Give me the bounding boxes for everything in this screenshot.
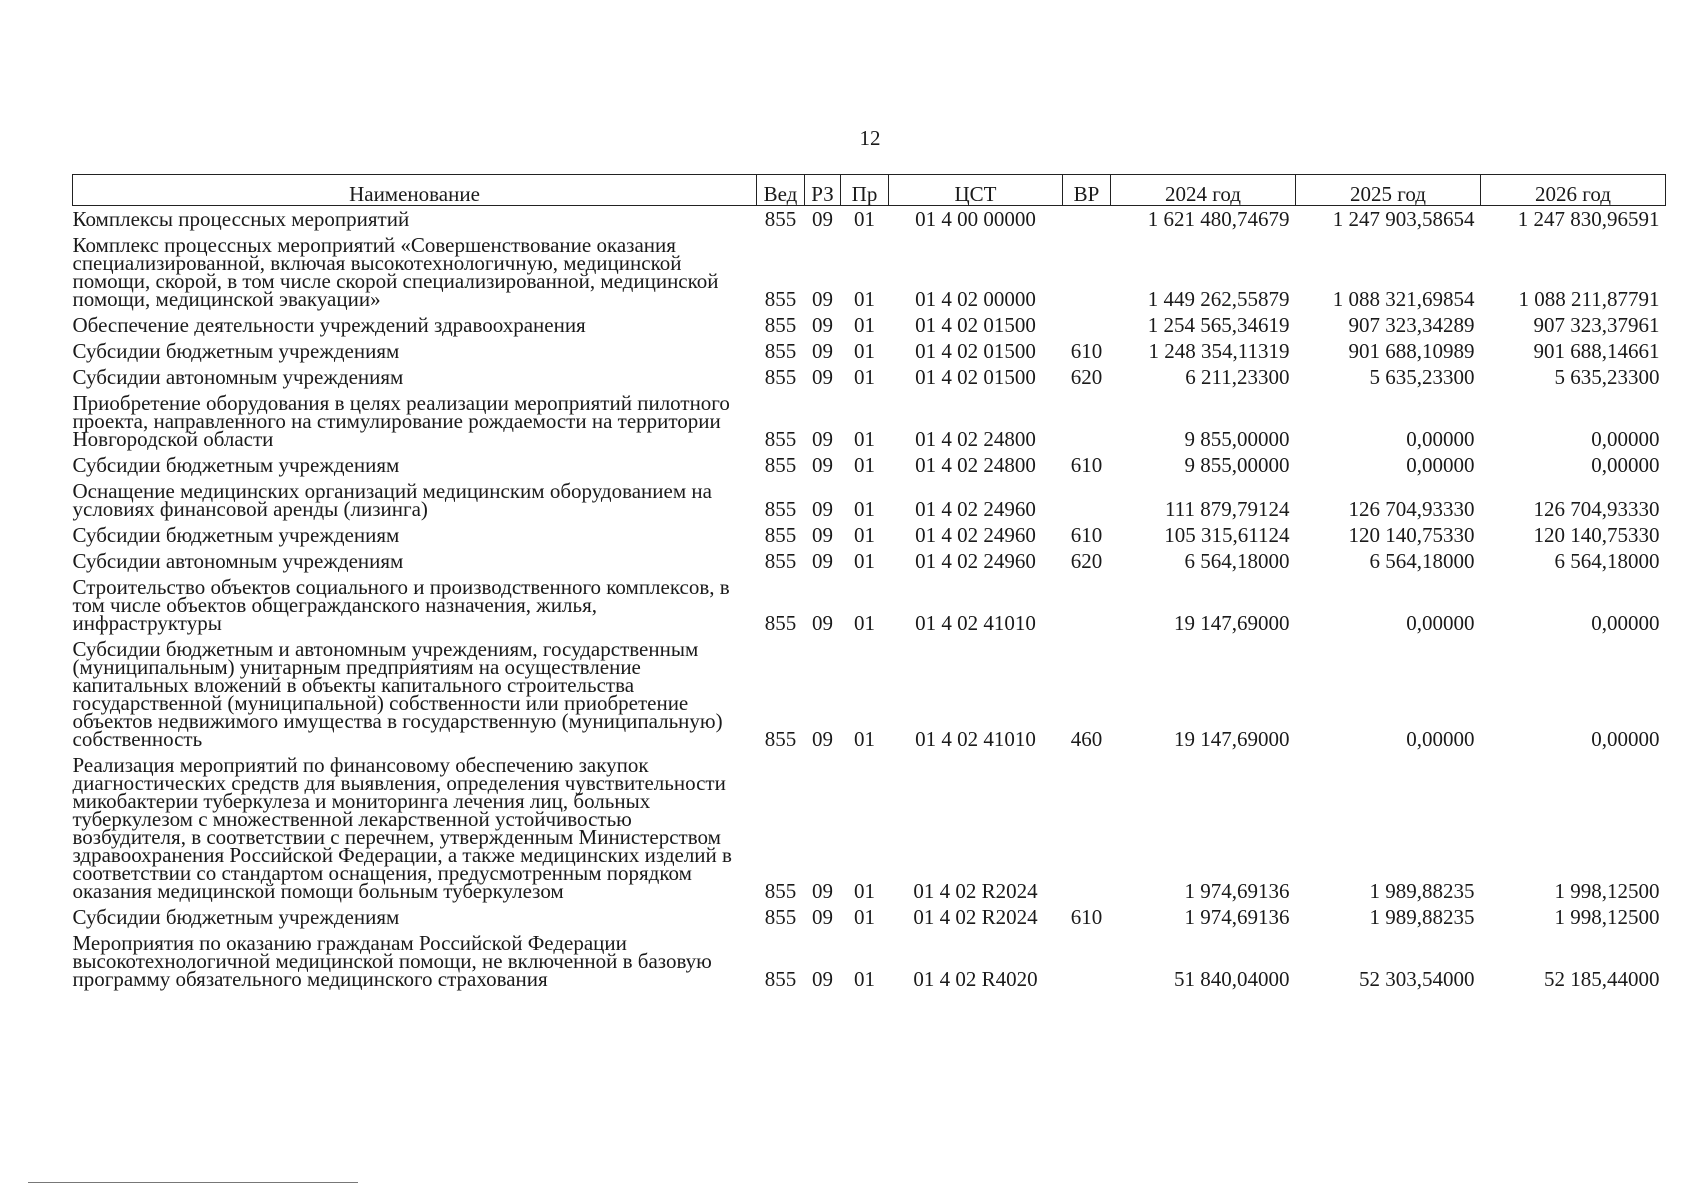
- row-ved: 855: [764, 207, 797, 231]
- row-amount-2025: 52 303,54000: [1359, 967, 1475, 991]
- header-name: Наименование: [73, 175, 757, 206]
- row-name: Реализация мероприятий по финансовому обеспечению закупок диагностических средств для выявления, определения чувствительности микобактерии туберкулеза и мониторинга лечения лиц, больных туберкулезом с множественной лекарственной устойчивостью возбудителя, в соответствии с перечнем, утвержденным Министерством здравоохранения Российской Федерации, а также медицинских изделий в соответствии со стандартом оснащения, предусмотренным порядком оказания медицинской помощи больным туберкулезом: [72, 753, 732, 903]
- row-vr: [1063, 206, 1111, 233]
- header-ved: Вед: [757, 175, 805, 206]
- row-cst: 01 4 02 01500: [915, 339, 1036, 363]
- table-row: [73, 206, 1666, 233]
- row-amount-2024: 9 855,00000: [1184, 453, 1290, 477]
- row-amount-2026: 1 998,12500: [1554, 879, 1660, 903]
- row-pr: 01: [854, 879, 875, 903]
- row-rz: 09: [812, 427, 833, 451]
- row-ved: 855: [764, 287, 797, 311]
- row-amount-2025: 126 704,93330: [1348, 497, 1475, 521]
- row-amount-2025: 1 989,88235: [1369, 879, 1475, 903]
- row-amount-2026: 0,00000: [1591, 453, 1660, 477]
- row-vr: [1063, 390, 1111, 452]
- row-vr: 610: [1070, 523, 1103, 547]
- row-amount-2026: 1 088 211,87791: [1518, 287, 1660, 311]
- table-row: [73, 904, 1666, 930]
- row-amount-2024: 6 211,23300: [1185, 365, 1290, 389]
- row-amount-2026: 120 140,75330: [1533, 523, 1660, 547]
- row-name: Приобретение оборудования в целях реализации мероприятий пилотного проекта, направленного на стимулирование рождаемости на территории Новгородской области: [72, 391, 730, 451]
- table-row: [73, 452, 1666, 478]
- row-rz: 09: [812, 207, 833, 231]
- row-vr: [1063, 752, 1111, 904]
- row-name: Строительство объектов социального и производственного комплексов, в том числе объектов общегражданского назначения, жилья, инфраструктуры: [72, 575, 730, 635]
- row-vr: 460: [1070, 727, 1103, 751]
- row-name: Комплекс процессных мероприятий «Совершенствование оказания специализированной, включая высокотехнологичную, медицинской помощи, скорой, в том числе скорой специализированной, медицинской помощи, медицинской эвакуации»: [72, 233, 719, 311]
- header-2025: 2025 год: [1296, 175, 1481, 206]
- row-amount-2025: 0,00000: [1406, 427, 1475, 451]
- row-amount-2025: 120 140,75330: [1348, 523, 1475, 547]
- row-cst: 01 4 02 R2024: [913, 905, 1038, 929]
- row-name: Субсидии автономным учреждениям: [72, 549, 404, 573]
- row-cst: 01 4 02 R4020: [913, 967, 1038, 991]
- row-amount-2025: 0,00000: [1406, 453, 1475, 477]
- table-row: [73, 636, 1666, 752]
- row-ved: 855: [764, 967, 797, 991]
- row-amount-2024: 19 147,69000: [1174, 611, 1290, 635]
- row-amount-2024: 1 974,69136: [1184, 905, 1290, 929]
- row-rz: 09: [812, 497, 833, 521]
- table-header: [73, 175, 1666, 206]
- row-rz: 09: [812, 549, 833, 573]
- table-row: [73, 574, 1666, 636]
- header-2024: 2024 год: [1111, 175, 1296, 206]
- row-amount-2024: 9 855,00000: [1184, 427, 1290, 451]
- row-amount-2026: 1 247 830,96591: [1517, 207, 1660, 231]
- row-vr: [1063, 574, 1111, 636]
- row-cst: 01 4 02 24800: [915, 453, 1036, 477]
- row-rz: 09: [812, 879, 833, 903]
- row-ved: 855: [764, 879, 797, 903]
- row-pr: 01: [854, 427, 875, 451]
- row-amount-2025: 1 088 321,69854: [1332, 287, 1475, 311]
- row-amount-2025: 907 323,34289: [1348, 313, 1475, 337]
- table-row: [73, 522, 1666, 548]
- row-amount-2025: 5 635,23300: [1369, 365, 1475, 389]
- header-2026: 2026 год: [1481, 175, 1666, 206]
- row-amount-2026: 0,00000: [1591, 611, 1660, 635]
- row-amount-2026: 907 323,37961: [1533, 313, 1660, 337]
- row-ved: 855: [764, 727, 797, 751]
- row-amount-2026: 6 564,18000: [1554, 549, 1660, 573]
- row-name: Субсидии бюджетным учреждениям: [72, 905, 400, 929]
- row-name: Субсидии бюджетным учреждениям: [72, 523, 400, 547]
- footer-divider: [28, 1182, 358, 1183]
- row-amount-2024: 111 879,79124: [1165, 497, 1290, 521]
- row-amount-2024: 6 564,18000: [1184, 549, 1290, 573]
- row-name: Субсидии бюджетным и автономным учреждениям, государственным (муниципальным) унитарным предприятиям на осуществление капитальных вложений в объекты капитального строительства государственной (муниципальной) собственности или приобретение объектов недвижимого имущества в государственную (муниципальную) собственность: [72, 637, 723, 751]
- row-rz: 09: [812, 727, 833, 751]
- row-name: Субсидии автономным учреждениям: [72, 365, 404, 389]
- row-name: Мероприятия по оказанию гражданам Российской Федерации высокотехнологичной медицинской помощи, не включенной в базовую программу обязательного медицинского страхования: [72, 931, 712, 991]
- row-vr: [1063, 312, 1111, 338]
- row-pr: 01: [854, 523, 875, 547]
- row-cst: 01 4 00 00000: [915, 207, 1036, 231]
- row-vr: [1063, 478, 1111, 522]
- row-ved: 855: [764, 497, 797, 521]
- table-body: [73, 206, 1666, 993]
- table-row: [73, 548, 1666, 574]
- row-vr: [1063, 930, 1111, 992]
- row-amount-2025: 1 989,88235: [1369, 905, 1475, 929]
- row-rz: 09: [812, 453, 833, 477]
- row-ved: 855: [764, 313, 797, 337]
- row-pr: 01: [854, 611, 875, 635]
- header-rz: РЗ: [805, 175, 841, 206]
- row-rz: 09: [812, 365, 833, 389]
- row-name: Комплексы процессных мероприятий: [72, 207, 410, 231]
- row-ved: 855: [764, 339, 797, 363]
- row-cst: 01 4 02 24960: [915, 549, 1036, 573]
- row-ved: 855: [764, 453, 797, 477]
- row-amount-2026: 52 185,44000: [1544, 967, 1660, 991]
- row-pr: 01: [854, 313, 875, 337]
- page-number: 12: [859, 126, 881, 150]
- row-amount-2025: 6 564,18000: [1369, 549, 1475, 573]
- row-pr: 01: [854, 453, 875, 477]
- row-name: Субсидии бюджетным учреждениям: [72, 339, 400, 363]
- row-rz: 09: [812, 523, 833, 547]
- row-amount-2024: 1 248 354,11319: [1148, 339, 1290, 363]
- row-ved: 855: [764, 523, 797, 547]
- row-amount-2024: 19 147,69000: [1174, 727, 1290, 751]
- table-row: [73, 930, 1666, 992]
- row-vr: [1063, 232, 1111, 312]
- row-amount-2024: 1 621 480,74679: [1147, 207, 1290, 231]
- row-amount-2024: 1 449 262,55879: [1147, 287, 1290, 311]
- row-cst: 01 4 02 24960: [915, 523, 1036, 547]
- row-pr: 01: [854, 967, 875, 991]
- row-pr: 01: [854, 207, 875, 231]
- row-rz: 09: [812, 611, 833, 635]
- row-rz: 09: [812, 905, 833, 929]
- row-cst: 01 4 02 R2024: [913, 879, 1038, 903]
- row-vr: 620: [1070, 365, 1103, 389]
- row-amount-2026: 126 704,93330: [1533, 497, 1660, 521]
- row-amount-2024: 1 254 565,34619: [1147, 313, 1290, 337]
- table-row: [73, 312, 1666, 338]
- header-vr: ВР: [1063, 175, 1111, 206]
- row-pr: 01: [854, 905, 875, 929]
- row-name: Оснащение медицинских организаций медицинским оборудованием на условиях финансовой аренды (лизинга): [72, 479, 712, 521]
- table-row: [73, 752, 1666, 904]
- row-rz: 09: [812, 313, 833, 337]
- row-rz: 09: [812, 287, 833, 311]
- row-amount-2026: 901 688,14661: [1533, 339, 1660, 363]
- row-ved: 855: [764, 427, 797, 451]
- row-amount-2024: 51 840,04000: [1174, 967, 1290, 991]
- row-pr: 01: [854, 727, 875, 751]
- row-vr: 610: [1070, 905, 1103, 929]
- header-pr: Пр: [841, 175, 889, 206]
- header-row: [73, 175, 1666, 206]
- row-amount-2024: 1 974,69136: [1184, 879, 1290, 903]
- row-pr: 01: [854, 339, 875, 363]
- row-pr: 01: [854, 287, 875, 311]
- table-row: [73, 390, 1666, 452]
- row-name: Субсидии бюджетным учреждениям: [72, 453, 400, 477]
- row-vr: 610: [1070, 339, 1103, 363]
- row-amount-2025: 0,00000: [1406, 611, 1475, 635]
- table-row: [73, 338, 1666, 364]
- budget-table: [72, 174, 1666, 992]
- row-pr: 01: [854, 497, 875, 521]
- row-pr: 01: [854, 549, 875, 573]
- row-ved: 855: [764, 365, 797, 389]
- row-vr: 620: [1070, 549, 1103, 573]
- row-vr: 610: [1070, 453, 1103, 477]
- row-amount-2025: 1 247 903,58654: [1332, 207, 1475, 231]
- budget-table-container: [72, 174, 1665, 992]
- row-cst: 01 4 02 01500: [915, 313, 1036, 337]
- row-rz: 09: [812, 967, 833, 991]
- row-amount-2026: 1 998,12500: [1554, 905, 1660, 929]
- row-ved: 855: [764, 549, 797, 573]
- row-cst: 01 4 02 41010: [915, 727, 1036, 751]
- row-amount-2025: 901 688,10989: [1348, 339, 1475, 363]
- table-row: [73, 232, 1666, 312]
- row-cst: 01 4 02 41010: [915, 611, 1036, 635]
- table-row: [73, 364, 1666, 390]
- row-cst: 01 4 02 00000: [915, 287, 1036, 311]
- row-cst: 01 4 02 24800: [915, 427, 1036, 451]
- row-cst: 01 4 02 01500: [915, 365, 1036, 389]
- row-ved: 855: [764, 611, 797, 635]
- row-ved: 855: [764, 905, 797, 929]
- row-cst: 01 4 02 24960: [915, 497, 1036, 521]
- row-amount-2025: 0,00000: [1406, 727, 1475, 751]
- row-amount-2026: 5 635,23300: [1554, 365, 1660, 389]
- table-row: [73, 478, 1666, 522]
- row-amount-2026: 0,00000: [1591, 727, 1660, 751]
- row-name: Обеспечение деятельности учреждений здравоохранения: [72, 313, 586, 337]
- row-amount-2024: 105 315,61124: [1164, 523, 1290, 547]
- row-amount-2026: 0,00000: [1591, 427, 1660, 451]
- row-rz: 09: [812, 339, 833, 363]
- row-pr: 01: [854, 365, 875, 389]
- header-cst: ЦСТ: [889, 175, 1063, 206]
